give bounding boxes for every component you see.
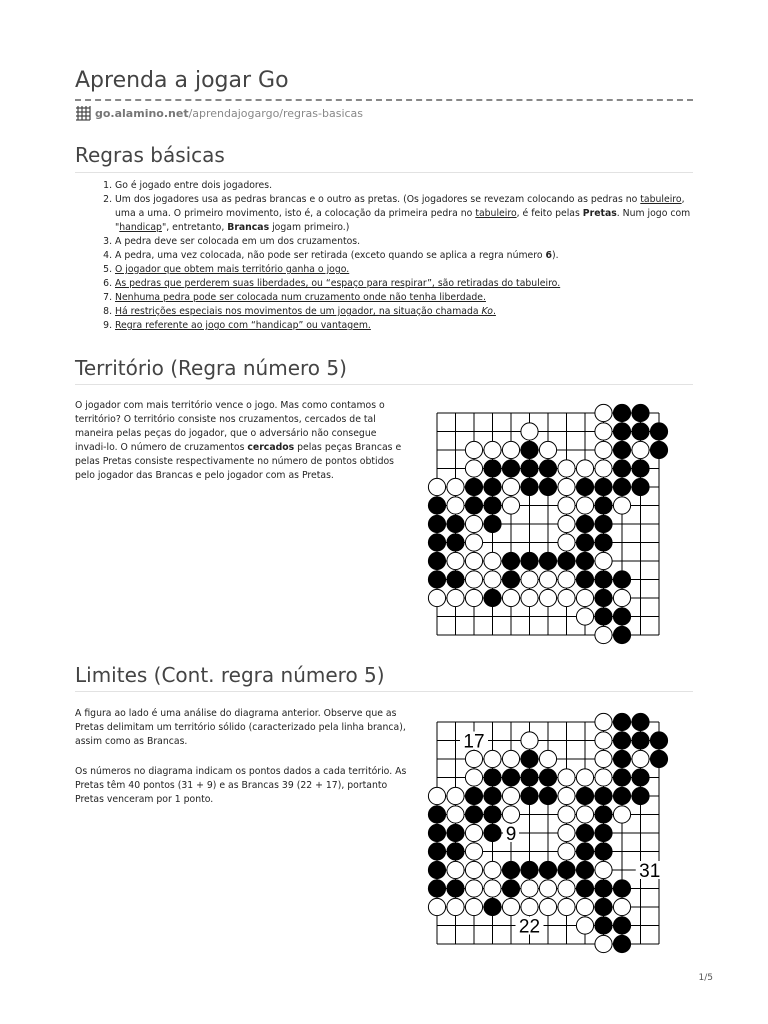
white-stone — [595, 713, 612, 730]
black-stone — [484, 898, 501, 915]
black-stone — [521, 750, 538, 767]
rule-item — [115, 263, 693, 277]
white-stone — [484, 571, 501, 588]
bold-text: Pretas — [582, 208, 617, 219]
white-stone — [595, 935, 612, 952]
white-stone — [558, 880, 575, 897]
black-stone — [595, 608, 612, 625]
black-stone — [632, 404, 649, 421]
rule-item — [115, 319, 693, 333]
white-stone — [447, 898, 464, 915]
white-stone — [632, 441, 649, 458]
white-stone — [502, 898, 519, 915]
white-stone — [502, 478, 519, 495]
black-stone — [632, 713, 649, 730]
bold-text: 6 — [545, 250, 552, 261]
territorio-paragraph — [75, 399, 407, 483]
white-stone — [447, 497, 464, 514]
black-stone — [428, 515, 445, 532]
page-number: 1/5 — [698, 973, 713, 983]
white-stone — [465, 515, 482, 532]
white-stone — [465, 750, 482, 767]
territory-label: 31 — [639, 861, 661, 882]
white-stone — [465, 571, 482, 588]
black-stone — [613, 608, 630, 625]
white-stone — [595, 552, 612, 569]
section-rule — [75, 691, 693, 692]
black-stone — [484, 478, 501, 495]
rule-item — [115, 277, 693, 291]
white-stone — [539, 589, 556, 606]
black-stone — [521, 769, 538, 786]
limites-paragraph-2: Os números no diagrama indicam os pontos dados a cada território. As Pretas têm 40 pontos (31 + 9) e as Brancas 39 (22 + 17), portanto Pretas venceram por 1 ponto. — [75, 766, 407, 805]
rule-text: Go é jogado entre dois jogadores. — [115, 180, 273, 191]
white-stone — [613, 806, 630, 823]
black-stone — [632, 787, 649, 804]
black-stone — [502, 880, 519, 897]
source-line — [75, 105, 363, 121]
rule-text: A pedra deve ser colocada em um dos cruzamentos. — [115, 236, 361, 247]
white-stone — [521, 571, 538, 588]
black-stone — [595, 898, 612, 915]
white-stone — [539, 880, 556, 897]
black-stone — [595, 806, 612, 823]
black-stone — [595, 589, 612, 606]
black-stone — [465, 787, 482, 804]
white-stone — [447, 806, 464, 823]
black-stone — [484, 460, 501, 477]
black-stone — [632, 460, 649, 477]
black-stone — [539, 460, 556, 477]
black-stone — [595, 824, 612, 841]
rule-link[interactable]: Nenhuma pedra pode ser colocada num cruzamento onde não tenha liberdade. — [115, 292, 486, 303]
white-stone — [465, 824, 482, 841]
black-stone — [447, 534, 464, 551]
rule-item — [115, 291, 693, 305]
black-stone — [539, 478, 556, 495]
white-stone — [521, 898, 538, 915]
black-stone — [428, 861, 445, 878]
black-stone — [595, 787, 612, 804]
black-stone — [502, 861, 519, 878]
territory-label: 9 — [505, 824, 517, 845]
rule-item — [115, 179, 693, 193]
black-stone — [650, 441, 667, 458]
black-stone — [447, 843, 464, 860]
white-stone — [465, 441, 482, 458]
text-run: , é feito pelas — [516, 208, 583, 219]
white-stone — [595, 732, 612, 749]
black-stone — [650, 750, 667, 767]
black-stone — [576, 787, 593, 804]
black-stone — [576, 861, 593, 878]
black-stone — [428, 534, 445, 551]
black-stone — [576, 824, 593, 841]
white-stone — [576, 497, 593, 514]
black-stone — [428, 824, 445, 841]
source-domain: go.alamino.net — [95, 106, 189, 120]
white-stone — [558, 478, 575, 495]
white-stone — [465, 460, 482, 477]
text-run: Um dos jogadores usa as pedras brancas e o outro as pretas. (Os jogadores se revezam colocando as pedras no — [115, 194, 641, 205]
black-stone — [428, 571, 445, 588]
white-stone — [465, 534, 482, 551]
white-stone — [484, 441, 501, 458]
black-stone — [521, 441, 538, 458]
black-stone — [558, 861, 575, 878]
black-stone — [521, 861, 538, 878]
black-stone — [613, 626, 630, 643]
text-run: ", entretanto, — [161, 222, 228, 233]
white-stone — [576, 806, 593, 823]
white-stone — [447, 787, 464, 804]
black-stone — [428, 497, 445, 514]
white-stone — [502, 497, 519, 514]
black-stone — [595, 571, 612, 588]
white-stone — [595, 769, 612, 786]
white-stone — [539, 441, 556, 458]
section-heading-limites: Limites (Cont. regra número 5) — [75, 663, 385, 687]
black-stone — [650, 732, 667, 749]
black-stone — [613, 441, 630, 458]
white-stone — [558, 497, 575, 514]
text-run: , uma a uma. O primeiro movimento, isto é, a colocação da primeira pedra no — [115, 194, 685, 219]
black-stone — [428, 552, 445, 569]
white-stone — [558, 824, 575, 841]
black-stone — [484, 806, 501, 823]
white-stone — [595, 441, 612, 458]
white-stone — [576, 898, 593, 915]
rules-list — [75, 179, 693, 333]
white-stone — [558, 571, 575, 588]
white-stone — [558, 460, 575, 477]
black-stone — [484, 515, 501, 532]
black-stone — [595, 478, 612, 495]
white-stone — [558, 898, 575, 915]
white-stone — [428, 478, 445, 495]
white-stone — [502, 589, 519, 606]
black-stone — [428, 880, 445, 897]
black-stone — [595, 497, 612, 514]
white-stone — [428, 898, 445, 915]
white-stone — [576, 608, 593, 625]
black-stone — [613, 787, 630, 804]
black-stone — [576, 843, 593, 860]
black-stone — [484, 769, 501, 786]
white-stone — [539, 898, 556, 915]
white-stone — [595, 460, 612, 477]
black-stone — [539, 552, 556, 569]
black-stone — [576, 880, 593, 897]
white-stone — [502, 787, 519, 804]
black-stone — [465, 806, 482, 823]
text-run: ). — [551, 250, 559, 261]
black-stone — [613, 571, 630, 588]
bold-text: cercados — [247, 442, 295, 453]
go-board-icon — [75, 105, 91, 121]
black-stone — [613, 478, 630, 495]
territory-label: 22 — [518, 916, 541, 938]
black-stone — [576, 515, 593, 532]
black-stone — [465, 478, 482, 495]
white-stone — [558, 515, 575, 532]
inline-link[interactable]: tabuleiro — [640, 194, 682, 205]
white-stone — [521, 880, 538, 897]
black-stone — [447, 515, 464, 532]
rule-link[interactable]: Regra referente ao jogo com “handicap” ou vantagem. — [115, 320, 371, 331]
source-path: /aprendajogargo/regras-basicas — [188, 106, 364, 120]
white-stone — [539, 750, 556, 767]
white-stone — [632, 750, 649, 767]
black-stone — [632, 423, 649, 440]
black-stone — [428, 843, 445, 860]
black-stone — [650, 423, 667, 440]
black-stone — [632, 769, 649, 786]
white-stone — [576, 589, 593, 606]
black-stone — [613, 423, 630, 440]
black-stone — [613, 713, 630, 730]
black-stone — [613, 917, 630, 934]
white-stone — [502, 441, 519, 458]
black-stone — [428, 806, 445, 823]
white-stone — [613, 589, 630, 606]
black-stone — [484, 497, 501, 514]
inline-link[interactable]: Há restrições especiais nos movimentos de um jogador, na situação chamada — [115, 306, 482, 317]
black-stone — [521, 552, 538, 569]
black-stone — [595, 843, 612, 860]
white-stone — [447, 478, 464, 495]
white-stone — [502, 750, 519, 767]
text-run: . Num jogo com " — [115, 208, 691, 233]
white-stone — [521, 589, 538, 606]
white-stone — [576, 769, 593, 786]
white-stone — [558, 806, 575, 823]
white-stone — [613, 898, 630, 915]
white-stone — [465, 843, 482, 860]
black-stone — [613, 460, 630, 477]
black-stone — [595, 917, 612, 934]
white-stone — [595, 404, 612, 421]
white-stone — [502, 806, 519, 823]
title-divider — [75, 99, 693, 101]
black-stone — [613, 750, 630, 767]
inline-link[interactable]: . — [492, 306, 496, 317]
black-stone — [521, 460, 538, 477]
white-stone — [465, 861, 482, 878]
white-stone — [465, 552, 482, 569]
inline-link[interactable]: tabuleiro — [475, 208, 517, 219]
white-stone — [428, 589, 445, 606]
section-heading-regras: Regras básicas — [75, 143, 225, 167]
limites-paragraph-1: A figura ao lado é uma análise do diagrama anterior. Observe que as Pretas delimitam um território sólido (caracterizado pela linha branca), assim como as Brancas. — [75, 708, 406, 747]
text-run: A pedra, uma vez colocada, não pode ser retirada (exceto quando se aplica a regra número — [115, 250, 546, 261]
black-stone — [576, 534, 593, 551]
black-stone — [595, 534, 612, 551]
white-stone — [595, 423, 612, 440]
black-stone — [484, 787, 501, 804]
white-stone — [576, 917, 593, 934]
rule-item — [115, 193, 693, 235]
black-stone — [502, 769, 519, 786]
page-title: Aprenda a jogar Go — [75, 68, 289, 93]
white-stone — [447, 589, 464, 606]
rule-link[interactable]: O jogador que obtem mais território ganha o jogo. — [115, 264, 350, 275]
white-stone — [539, 571, 556, 588]
black-stone — [539, 787, 556, 804]
white-stone — [558, 787, 575, 804]
black-stone — [521, 478, 538, 495]
inline-link[interactable]: handicap — [119, 222, 162, 233]
black-stone — [595, 515, 612, 532]
white-stone — [484, 552, 501, 569]
white-stone — [558, 769, 575, 786]
black-stone — [447, 824, 464, 841]
go-board-diagram — [427, 403, 671, 649]
white-stone — [521, 423, 538, 440]
black-stone — [576, 571, 593, 588]
black-stone — [539, 769, 556, 786]
text-run: pelas peças Brancas e pelas Pretas consiste respectivamente no número de pontos obtidos pelo jogador das Brancas e pelo jogador com as Pretas. — [75, 442, 402, 481]
black-stone — [558, 552, 575, 569]
black-stone — [576, 478, 593, 495]
white-stone — [465, 898, 482, 915]
section-rule — [75, 172, 693, 173]
bold-text: Brancas — [227, 222, 270, 233]
black-stone — [465, 497, 482, 514]
white-stone — [558, 843, 575, 860]
white-stone — [465, 769, 482, 786]
territory-label: 17 — [463, 731, 485, 753]
black-stone — [613, 769, 630, 786]
white-stone — [558, 589, 575, 606]
black-stone — [502, 460, 519, 477]
black-stone — [539, 861, 556, 878]
section-rule — [75, 384, 693, 385]
white-stone — [576, 460, 593, 477]
source-link[interactable] — [95, 107, 363, 120]
rule-item — [115, 249, 693, 263]
white-stone — [613, 497, 630, 514]
black-stone — [595, 880, 612, 897]
rule-item — [115, 305, 693, 319]
white-stone — [484, 750, 501, 767]
inline-link[interactable]: Ko — [481, 306, 493, 317]
section-heading-territorio: Território (Regra número 5) — [75, 356, 347, 380]
white-stone — [595, 750, 612, 767]
black-stone — [632, 732, 649, 749]
black-stone — [613, 880, 630, 897]
rule-item — [115, 235, 693, 249]
white-stone — [465, 880, 482, 897]
text-run: jogam primeiro.) — [269, 222, 350, 233]
black-stone — [447, 571, 464, 588]
black-stone — [576, 552, 593, 569]
white-stone — [521, 732, 538, 749]
white-stone — [484, 861, 501, 878]
go-board-territory-diagram — [427, 712, 671, 958]
black-stone — [613, 935, 630, 952]
text-run: O jogador com mais território vence o jogo. Mas como contamos o território? O território consiste nos cruzamentos, cercados de tal maneira pelas peças do jogador, que o adversário não consegue invadi-lo. O número de cruzamentos — [75, 400, 385, 453]
white-stone — [558, 534, 575, 551]
black-stone — [502, 571, 519, 588]
white-stone — [447, 552, 464, 569]
white-stone — [595, 861, 612, 878]
black-stone — [484, 589, 501, 606]
rule-link[interactable]: As pedras que perderem suas liberdades, ou “espaço para respirar”, são retiradas do tabuleiro. — [115, 278, 561, 289]
white-stone — [595, 626, 612, 643]
black-stone — [484, 824, 501, 841]
black-stone — [447, 880, 464, 897]
white-stone — [447, 861, 464, 878]
black-stone — [632, 478, 649, 495]
white-stone — [484, 880, 501, 897]
white-stone — [465, 589, 482, 606]
black-stone — [613, 404, 630, 421]
black-stone — [502, 552, 519, 569]
black-stone — [521, 787, 538, 804]
white-stone — [428, 787, 445, 804]
black-stone — [613, 732, 630, 749]
